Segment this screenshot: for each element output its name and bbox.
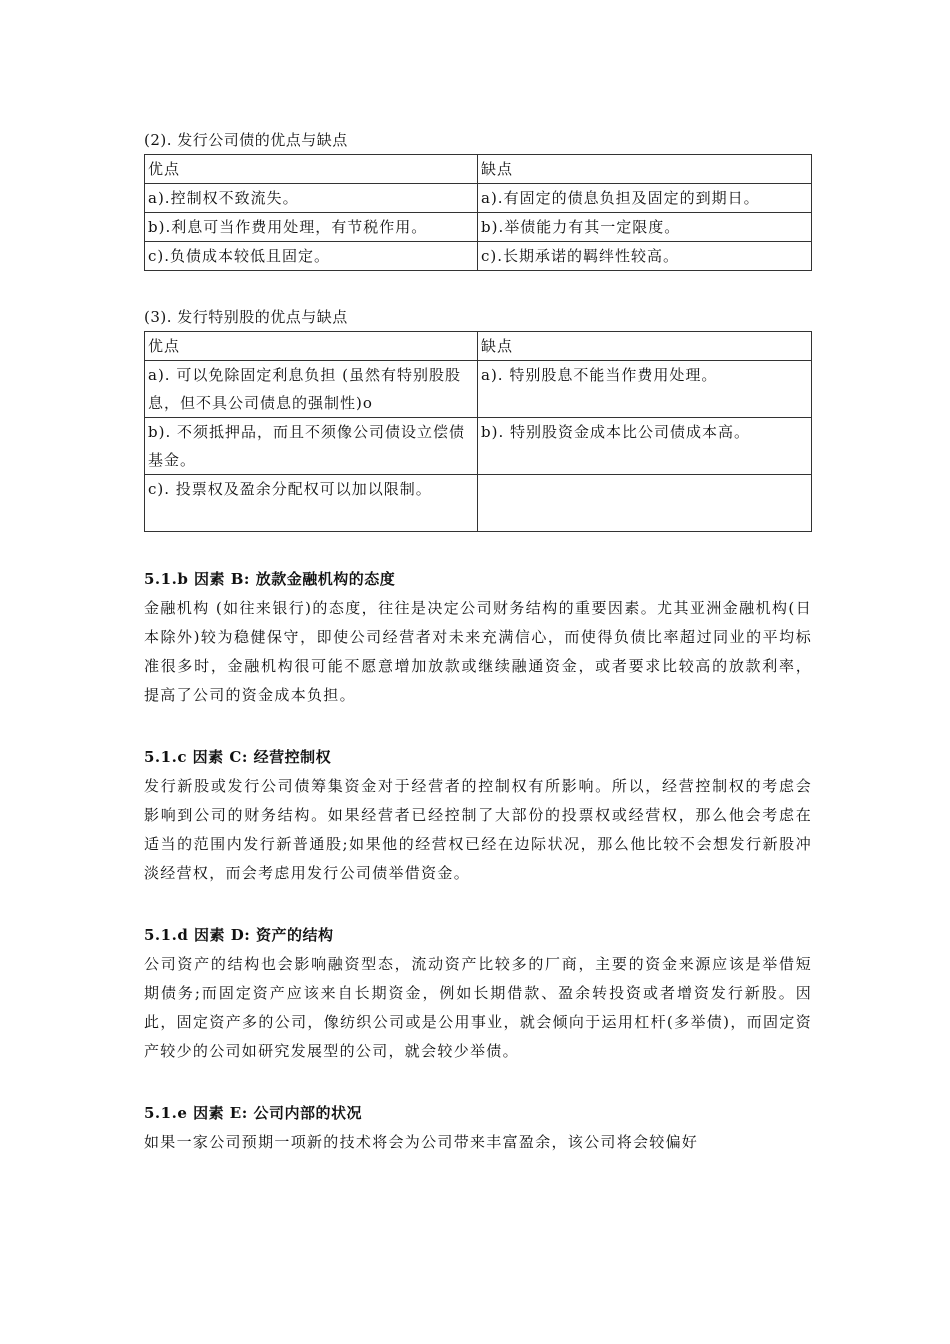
cons-header: 缺点 xyxy=(478,332,812,361)
con-cell: b).举债能力有其一定限度。 xyxy=(478,213,812,242)
table-row xyxy=(145,475,812,532)
con-cell: a). 特别股息不能当作费用处理。 xyxy=(478,361,812,418)
con-cell: c).长期承诺的羁绊性较高。 xyxy=(478,242,812,271)
bond-pros-cons-table xyxy=(144,154,812,271)
factor-e-paragraph: 如果一家公司预期一项新的技术将会为公司带来丰富盈余，该公司将会较偏好 xyxy=(144,1133,699,1151)
factor-b-paragraph: 金融机构 (如往来银行)的态度，往往是决定公司财务结构的重要因素。尤其亚洲金融机构(日本除外)较为稳健保守，即使公司经营者对未来充满信心，而使得负债比率超过同业的平均标准很多时，金融机构很可能不愿意增加放款或继续融通资金，或者要求比较高的放款利率，提高了公司的资金成本负担。 xyxy=(144,599,812,704)
factor-c-heading: 5.1.c 因素 C: 经营控制权 xyxy=(144,748,332,766)
table-row xyxy=(145,184,812,213)
con-cell xyxy=(478,475,812,532)
factor-d-heading: 5.1.d 因素 D: 资产的结构 xyxy=(144,926,334,944)
pro-cell: a).控制权不致流失。 xyxy=(145,184,478,213)
factor-d-paragraph: 公司资产的结构也会影响融资型态，流动资产比较多的厂商，主要的资金来源应该是举借短期债务;而固定资产应该来自长期资金，例如长期借款、盈余转投资或者增资发行新股。因此，固定资产多的公司，像纺织公司或是公用事业，就会倾向于运用杠杆(多举债)，而固定资产较少的公司如研究发展型的公司，就会较少举债。 xyxy=(144,955,812,1060)
table-row xyxy=(145,242,812,271)
table-header-row xyxy=(145,332,812,361)
preferred-stock-pros-cons-table xyxy=(144,331,812,532)
section2-caption: (2). 发行公司债的优点与缺点 xyxy=(144,131,348,149)
factor-e-heading: 5.1.e 因素 E: 公司内部的状况 xyxy=(144,1104,362,1122)
cons-header: 缺点 xyxy=(478,155,812,184)
section3-caption: (3). 发行特别股的优点与缺点 xyxy=(144,308,348,326)
factor-b-heading: 5.1.b 因素 B: 放款金融机构的态度 xyxy=(144,570,396,588)
pros-header: 优点 xyxy=(145,332,478,361)
factor-c-paragraph: 发行新股或发行公司债筹集资金对于经营者的控制权有所影响。所以，经营控制权的考虑会影响到公司的财务结构。如果经营者已经控制了大部份的投票权或经营权，那么他会考虑在适当的范围内发行新普通股;如果他的经营权已经在边际状况，那么他比较不会想发行新股冲淡经营权，而会考虑用发行公司债举借资金。 xyxy=(144,777,812,882)
pro-cell: b). 不须抵押品，而且不须像公司债设立偿债基金。 xyxy=(145,418,478,475)
con-cell: b). 特别股资金成本比公司债成本高。 xyxy=(478,418,812,475)
pro-cell: c). 投票权及盈余分配权可以加以限制。 xyxy=(145,475,478,532)
table-row xyxy=(145,213,812,242)
table-row xyxy=(145,418,812,475)
table-header-row xyxy=(145,155,812,184)
pro-cell: b).利息可当作费用处理，有节税作用。 xyxy=(145,213,478,242)
document-page xyxy=(144,126,812,1157)
con-cell: a).有固定的债息负担及固定的到期日。 xyxy=(478,184,812,213)
pros-header: 优点 xyxy=(145,155,478,184)
pro-cell: c).负债成本较低且固定。 xyxy=(145,242,478,271)
table-row xyxy=(145,361,812,418)
pro-cell: a). 可以免除固定利息负担 (虽然有特别股股息，但不具公司债息的强制性)o xyxy=(145,361,478,418)
